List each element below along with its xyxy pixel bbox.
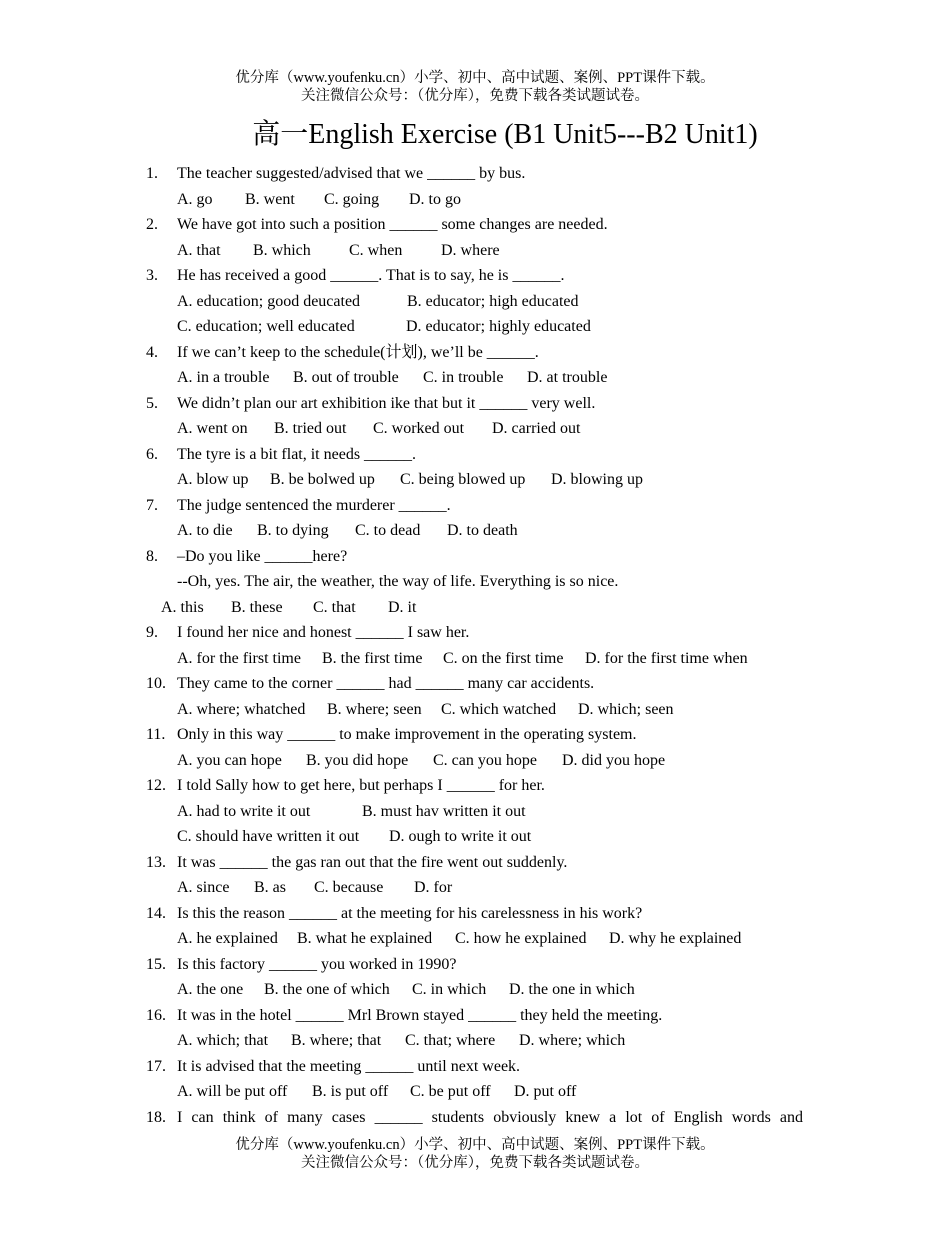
question-list	[0, 161, 950, 1130]
option-b: B. which	[253, 241, 311, 259]
question-row	[0, 391, 950, 417]
option-c: C. on the first time	[443, 649, 564, 667]
question-number: 10.	[146, 675, 166, 692]
options-row	[0, 416, 950, 442]
option-d: D. it	[388, 598, 417, 616]
option-b: B. educator; high educated	[407, 292, 579, 310]
question-stem: The teacher suggested/advised that we ______ by bus.	[177, 165, 526, 182]
question-stem: Is this factory ______ you worked in 1990?	[177, 955, 457, 973]
question-stem: He has received a good ______. That is to say, he is ______.	[177, 267, 565, 284]
banner-line-1: 优分库（www.youfenku.cn）小学、初中、高中试题、案例、PPT课件下载。	[235, 70, 715, 86]
option-a: A. to die	[177, 522, 233, 539]
option-c: C. be put off	[410, 1083, 491, 1100]
question-row	[0, 952, 950, 978]
option-b: B. you did hope	[306, 751, 409, 769]
options-row	[0, 365, 950, 391]
question-row	[0, 671, 950, 697]
question-row	[0, 544, 950, 570]
option-a: A. will be put off	[177, 1083, 288, 1100]
option-c: C. being blowed up	[400, 471, 526, 488]
question-row	[0, 850, 950, 876]
question-row	[0, 493, 950, 519]
question-row	[0, 442, 950, 468]
option-c: C. in which	[412, 981, 487, 998]
option-d: D. for the first time when	[585, 649, 748, 667]
question-row	[0, 901, 950, 927]
question-stem: It was ______ the gas ran out that the fire went out suddenly.	[177, 853, 568, 871]
question-stem: We have got into such a position ______ some changes are needed.	[177, 216, 608, 233]
options-row	[0, 748, 950, 774]
option-b: B. must hav written it out	[362, 802, 526, 820]
question-row	[0, 569, 950, 595]
question-stem: We didn’t plan our art exhibition ike that but it ______ very well.	[177, 394, 596, 412]
option-c: C. should have written it out	[177, 828, 360, 845]
question-number: 17.	[146, 1057, 166, 1075]
option-c: C. going	[324, 190, 380, 208]
question-row	[0, 773, 950, 799]
question-number: 1.	[146, 165, 158, 182]
option-a: A. you can hope	[177, 751, 282, 769]
option-b: B. where; seen	[327, 700, 422, 718]
question-row	[0, 1003, 950, 1029]
option-c: C. because	[314, 879, 384, 896]
question-stem: It was in the hotel ______ Mrl Brown stayed ______ they held the meeting.	[177, 1006, 663, 1024]
question-row	[0, 212, 950, 238]
option-b: B. went	[245, 190, 295, 208]
question-number: 3.	[146, 267, 158, 284]
option-a: A. that	[177, 241, 221, 259]
option-b: B. out of trouble	[293, 369, 399, 386]
question-number: 9.	[146, 624, 158, 641]
option-d: D. where; which	[519, 1032, 626, 1049]
option-d: D. ough to write it out	[389, 828, 532, 845]
option-a: A. went on	[177, 420, 248, 437]
option-c: C. which watched	[441, 700, 557, 718]
option-b: B. the first time	[322, 649, 423, 667]
option-b: B. as	[254, 879, 286, 896]
question-number: 2.	[146, 216, 158, 233]
header-banner	[0, 69, 950, 105]
options-row	[0, 467, 950, 493]
question-number: 8.	[146, 547, 158, 565]
options-row	[0, 875, 950, 901]
options-row	[0, 697, 950, 723]
question-stem: I found her nice and honest ______ I saw her.	[177, 624, 470, 641]
option-a: A. which; that	[177, 1032, 269, 1049]
option-a: A. in a trouble	[177, 369, 270, 386]
option-a: A. this	[161, 598, 204, 616]
question-number: 18.	[146, 1108, 166, 1126]
banner-line-1: 优分库（www.youfenku.cn）小学、初中、高中试题、案例、PPT课件下载。	[235, 1137, 715, 1153]
options-row	[0, 799, 950, 825]
option-a: A. for the first time	[177, 649, 301, 667]
option-c: C. worked out	[373, 420, 465, 437]
option-d: D. to death	[447, 522, 518, 539]
options-row	[0, 646, 950, 672]
question-stem: I told Sally how to get here, but perhaps I ______ for her.	[177, 777, 545, 794]
option-b: B. be bolwed up	[270, 471, 375, 488]
option-d: D. carried out	[492, 420, 581, 437]
option-b: B. these	[231, 598, 283, 616]
options-row	[0, 238, 950, 264]
question-stem: Only in this way ______ to make improvement in the operating system.	[177, 726, 637, 743]
option-c: C. how he explained	[455, 930, 587, 947]
question-number: 16.	[146, 1006, 166, 1024]
options-row	[0, 926, 950, 952]
option-d: D. at trouble	[527, 369, 608, 386]
option-c: C. in trouble	[423, 369, 504, 386]
option-d: D. the one in which	[509, 981, 635, 998]
question-number: 11.	[146, 726, 166, 743]
question-number: 4.	[146, 343, 158, 361]
question-stem: If we can’t keep to the schedule(计划), we’ll be ______.	[177, 343, 539, 361]
footer-banner	[0, 1136, 950, 1172]
option-d: D. to go	[409, 190, 461, 208]
options-row	[0, 824, 950, 850]
options-row	[0, 187, 950, 213]
question-row	[0, 620, 950, 646]
option-c: C. when	[349, 241, 403, 259]
option-d: D. put off	[514, 1083, 577, 1100]
option-b: B. the one of which	[264, 981, 390, 998]
option-a: A. go	[177, 190, 213, 208]
options-row	[0, 314, 950, 340]
banner-line-2: 关注微信公众号：（优分库），免费下载各类试题试卷。	[301, 88, 649, 104]
option-d: D. for	[414, 879, 453, 896]
option-b: B. is put off	[312, 1083, 389, 1100]
option-c: C. that	[313, 598, 356, 616]
options-row	[0, 977, 950, 1003]
option-a: A. the one	[177, 981, 244, 998]
banner-line-2: 关注微信公众号：（优分库），免费下载各类试题试卷。	[301, 1155, 649, 1171]
options-row	[0, 1079, 950, 1105]
page-title: 高一English Exercise (B1 Unit5---B2 Unit1)	[252, 119, 758, 150]
option-c: C. to dead	[355, 522, 421, 539]
option-b: B. to dying	[257, 522, 329, 539]
question-row	[0, 1105, 950, 1131]
question-stem: Is this the reason ______ at the meeting for his carelessness in his work?	[177, 904, 643, 922]
option-c: C. that; where	[405, 1032, 496, 1049]
option-a: A. where; whatched	[177, 700, 306, 718]
question-number: 6.	[146, 445, 158, 463]
question-number: 15.	[146, 955, 166, 973]
option-c: C. can you hope	[433, 751, 537, 769]
option-d: D. did you hope	[562, 751, 666, 769]
question-number: 7.	[146, 496, 158, 514]
question-number: 13.	[146, 853, 166, 871]
question-stem-continued: --Oh, yes. The air, the weather, the way of life. Everything is so nice.	[177, 573, 619, 590]
question-number: 14.	[146, 904, 166, 922]
option-d: D. where	[441, 241, 500, 259]
option-d: D. blowing up	[551, 471, 643, 488]
question-row	[0, 161, 950, 187]
question-row	[0, 263, 950, 289]
option-b: B. what he explained	[297, 930, 433, 947]
option-d: D. which; seen	[578, 700, 674, 718]
question-stem: They came to the corner ______ had ______ many car accidents.	[177, 675, 595, 692]
option-b: B. tried out	[274, 420, 347, 437]
option-d: D. educator; highly educated	[406, 318, 591, 335]
option-a: A. he explained	[177, 930, 278, 947]
option-b: B. where; that	[291, 1032, 382, 1049]
question-stem: It is advised that the meeting ______ until next week.	[177, 1057, 521, 1075]
option-c: C. education; well educated	[177, 318, 355, 335]
option-a: A. education; good deucated	[177, 292, 361, 310]
question-number: 12.	[146, 777, 166, 794]
question-stem: –Do you like ______here?	[177, 547, 348, 565]
options-row	[0, 289, 950, 315]
option-a: A. since	[177, 879, 230, 896]
options-row	[0, 518, 950, 544]
option-a: A. had to write it out	[177, 802, 311, 820]
question-stem: The judge sentenced the murderer ______.	[177, 496, 451, 514]
options-row	[0, 1028, 950, 1054]
options-row	[0, 595, 950, 621]
question-number: 5.	[146, 394, 158, 412]
question-row	[0, 340, 950, 366]
question-row	[0, 722, 950, 748]
question-row	[0, 1054, 950, 1080]
option-d: D. why he explained	[609, 930, 742, 947]
question-stem: I can think of many cases ______ students obviously knew a lot of English words and	[177, 1108, 803, 1126]
question-stem: The tyre is a bit flat, it needs ______.	[177, 445, 417, 463]
option-a: A. blow up	[177, 471, 249, 488]
